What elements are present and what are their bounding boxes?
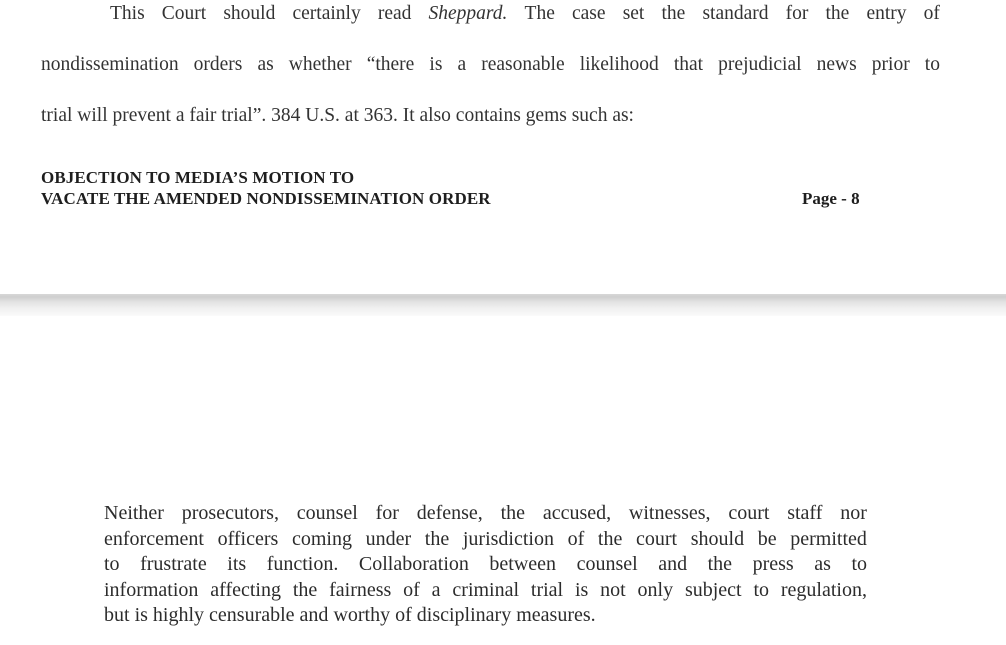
word: Court xyxy=(161,3,207,24)
word: under xyxy=(365,527,412,550)
word: a xyxy=(431,578,441,601)
word: reasonable xyxy=(481,54,565,75)
word: nondissemination xyxy=(41,54,179,75)
word: the xyxy=(292,578,318,601)
footer-caption-line-2: VACATE THE AMENDED NONDISSEMINATION ORDER xyxy=(41,189,491,208)
word: Collaboration xyxy=(358,553,469,576)
word: orders xyxy=(193,54,243,75)
case-citation-italic: Sheppard. xyxy=(428,3,508,24)
word: information xyxy=(104,578,199,601)
word: but xyxy=(104,604,130,627)
word: to xyxy=(924,54,940,75)
word: press xyxy=(752,553,794,576)
word: is xyxy=(429,54,443,75)
document-page-bottom xyxy=(0,316,1006,645)
word: censurable xyxy=(209,604,295,627)
word: as xyxy=(814,553,831,576)
word: the xyxy=(661,3,686,24)
word: likelihood xyxy=(579,54,659,75)
word: prior xyxy=(871,54,910,75)
word: as xyxy=(257,54,274,75)
word: trial xyxy=(530,578,564,601)
word: set xyxy=(622,3,645,24)
word: jurisdiction xyxy=(462,527,554,550)
word: between xyxy=(489,553,557,576)
word: worthy xyxy=(333,604,391,627)
word: function. xyxy=(266,553,339,576)
word: disciplinary xyxy=(416,604,512,627)
word: court xyxy=(636,527,678,550)
word: read xyxy=(377,3,412,24)
paragraph-line-3: trial will prevent a fair trial”. 384 U.S. at 363. It also contains gems such as: xyxy=(41,105,634,126)
word: is xyxy=(574,578,589,601)
word: highly xyxy=(152,604,205,627)
word: of xyxy=(567,527,585,550)
word: whether xyxy=(288,54,352,75)
word: coming xyxy=(291,527,352,550)
quote-line-4 xyxy=(104,578,867,604)
word: is xyxy=(134,604,148,627)
word: the xyxy=(424,527,450,550)
word: defense, xyxy=(416,502,483,524)
word: the xyxy=(707,553,733,576)
word: standard xyxy=(702,3,769,24)
word: “there xyxy=(366,54,415,75)
word: nor xyxy=(840,502,867,524)
footer-caption-line-1: OBJECTION TO MEDIA’S MOTION TO xyxy=(41,168,355,187)
page-number: Page - 8 xyxy=(802,189,860,208)
word: only xyxy=(637,578,674,601)
word: measures. xyxy=(516,604,596,627)
word: entry xyxy=(866,3,907,24)
quote-line-2 xyxy=(104,527,867,553)
word: the xyxy=(500,502,526,524)
word: accused, xyxy=(542,502,612,524)
block-quote xyxy=(104,501,867,629)
word: not xyxy=(600,578,626,601)
word: of xyxy=(403,578,420,601)
word: case xyxy=(572,3,606,24)
word: to xyxy=(753,578,770,601)
word: subject xyxy=(684,578,742,601)
word: of xyxy=(923,3,940,24)
word: to xyxy=(104,553,120,576)
word: to xyxy=(851,553,867,576)
word: witnesses, xyxy=(628,502,711,524)
word: and xyxy=(299,604,329,627)
word: Neither xyxy=(104,502,164,524)
paragraph-line-1 xyxy=(110,2,940,26)
word: be xyxy=(757,527,777,550)
paragraph-line-2 xyxy=(41,53,940,77)
quote-line-1 xyxy=(104,501,867,527)
word: prosecutors, xyxy=(181,502,279,524)
word: and xyxy=(658,553,688,576)
word: officers xyxy=(217,527,279,550)
word: The xyxy=(524,3,555,24)
word: prejudicial xyxy=(718,54,802,75)
quote-line-3 xyxy=(104,552,867,578)
word: counsel xyxy=(576,553,638,576)
word: of xyxy=(395,604,412,627)
word: enforcement xyxy=(104,527,204,550)
word: for xyxy=(785,3,809,24)
word: regulation, xyxy=(780,578,867,601)
word: counsel xyxy=(296,502,358,524)
word: for xyxy=(375,502,399,524)
word: that xyxy=(673,54,704,75)
word: frustrate xyxy=(140,553,207,576)
quote-line-5 xyxy=(104,603,867,629)
document-page-top xyxy=(0,0,1006,294)
word: fairness xyxy=(329,578,392,601)
word: should xyxy=(223,3,276,24)
page-separator xyxy=(0,294,1006,316)
word: affecting xyxy=(210,578,281,601)
word: its xyxy=(227,553,247,576)
word: staff xyxy=(787,502,823,524)
word: criminal xyxy=(452,578,520,601)
word: court xyxy=(728,502,770,524)
word: certainly xyxy=(292,3,361,24)
word: the xyxy=(825,3,850,24)
word: news xyxy=(816,54,857,75)
word: This xyxy=(110,3,145,24)
word: should xyxy=(690,527,745,550)
word: permitted xyxy=(790,527,867,550)
word: the xyxy=(597,527,623,550)
word: a xyxy=(457,54,467,75)
